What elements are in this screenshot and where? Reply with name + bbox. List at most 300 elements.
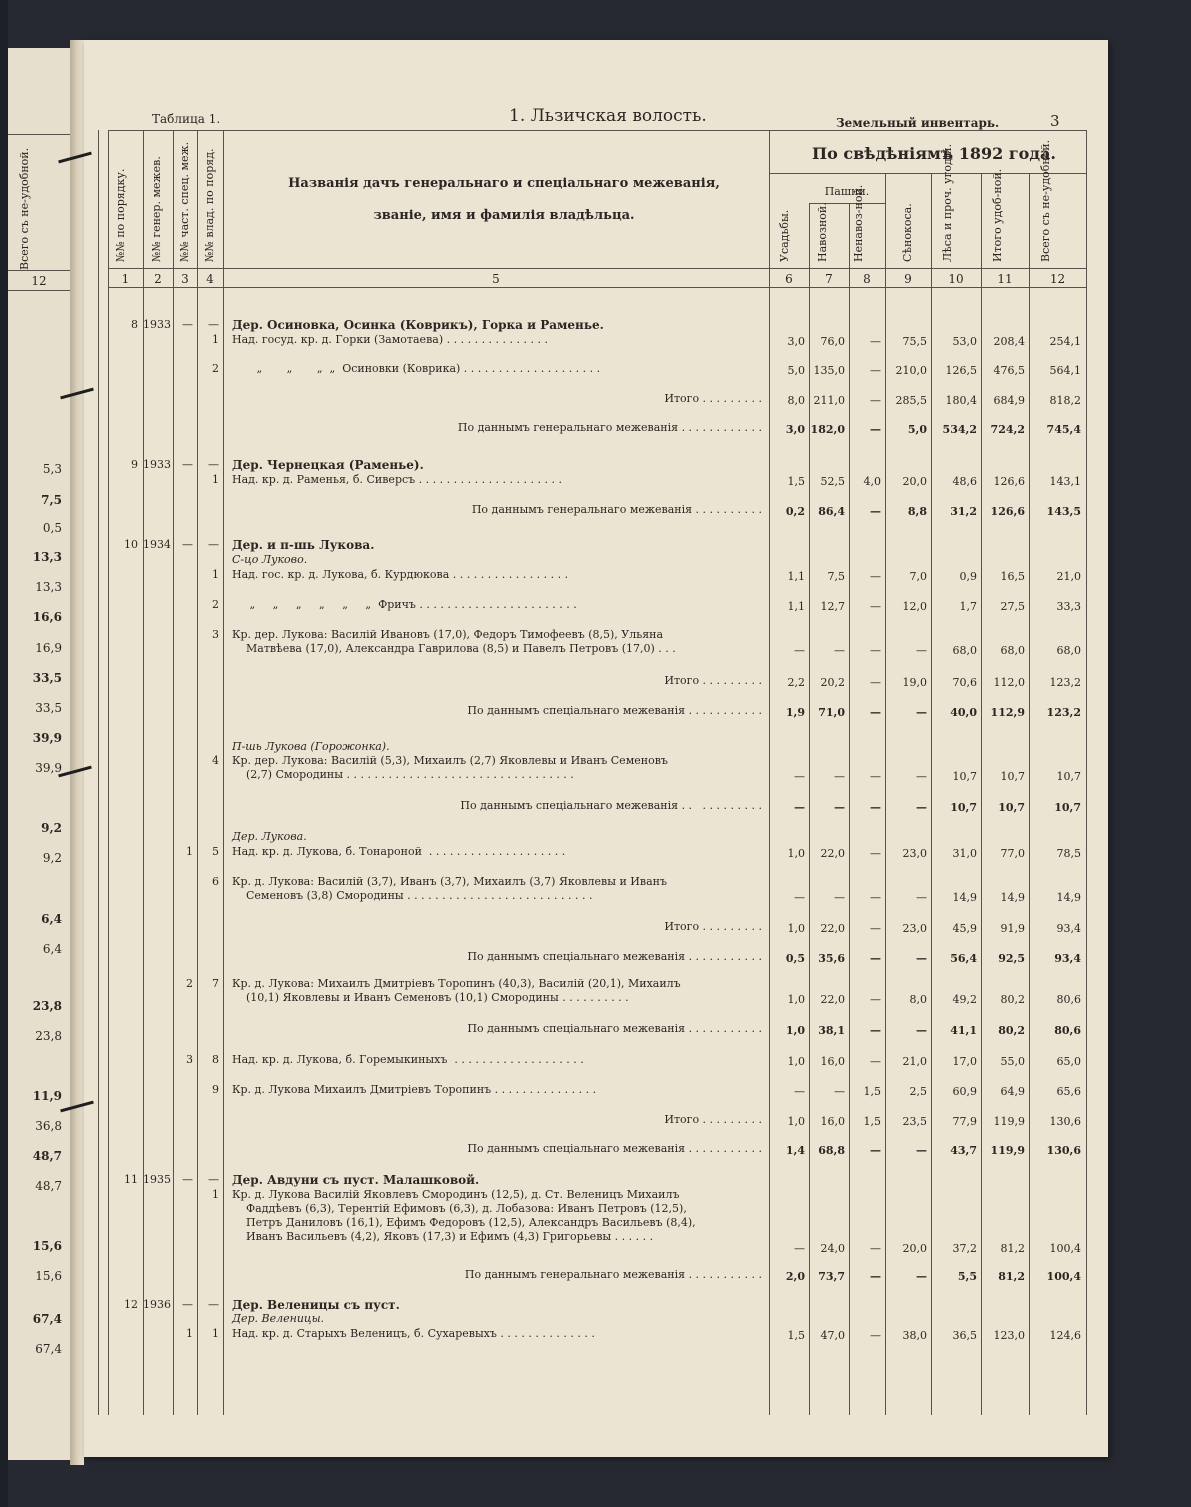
value-cell: — [916, 891, 927, 904]
value-cell: — [870, 922, 881, 935]
value-cell: 70,6 [952, 676, 977, 689]
value-cell: — [916, 644, 927, 657]
index-c4: — [208, 318, 219, 331]
value-cell: 91,9 [1000, 922, 1025, 935]
left-value: 39,9 [32, 731, 62, 745]
value-cell: 31,2 [950, 505, 977, 518]
value-cell: 38,0 [902, 1329, 927, 1342]
value-cell: — [870, 570, 881, 583]
value-cell: 22,0 [820, 847, 845, 860]
row-description: Итого . . . . . . . . . [664, 1113, 762, 1126]
value-cell: — [794, 770, 805, 783]
value-cell: 19,0 [902, 676, 927, 689]
value-cell: 78,5 [1056, 847, 1081, 860]
value-cell: 23,0 [902, 847, 927, 860]
value-cell: — [916, 1024, 927, 1037]
value-cell: 1,4 [785, 1144, 805, 1157]
col-header-8: Ненавоз-ной. [852, 184, 865, 262]
row-description: Кр. д. Лукова Василій Яковлевъ Смородинъ (12,5), д. Ст. Веленицъ Михаилъ Фаддѣевъ (6,3), Терентій Ефимовъ (6,3), д. Лобазова: Иванъ Петровъ (12,5), Петръ Даниловъ (16,1), Ефимъ Федоровъ (12,5), Александръ Васильевъ (8,4), Иванъ Васильевъ (4,2), Яковъ (17,3) и Ефимъ (4,3) Григорьевы . . . . . . [232, 1188, 696, 1243]
index-c4: — [208, 1173, 219, 1186]
value-cell: 31,0 [952, 847, 977, 860]
index-c1: 11 [124, 1173, 138, 1186]
value-cell: 1,0 [787, 1115, 805, 1128]
col-number: 1 [121, 272, 130, 286]
value-cell: 12,0 [902, 600, 927, 613]
left-value: 48,7 [35, 1179, 62, 1193]
index-c2: 1935 [143, 1173, 171, 1186]
value-cell: 22,0 [820, 993, 845, 1006]
left-value: 5,3 [42, 462, 62, 476]
value-cell: 254,1 [1049, 335, 1081, 348]
value-cell: 38,1 [818, 1024, 845, 1037]
value-cell: — [870, 1270, 881, 1283]
col-header-2: №№ генер. межев. [150, 156, 163, 262]
value-cell: 43,7 [950, 1144, 977, 1157]
value-cell: 1,0 [785, 1024, 805, 1037]
col-number: 5 [492, 272, 500, 286]
value-cell: — [916, 801, 927, 814]
value-cell: 71,0 [818, 706, 845, 719]
value-cell: 14,9 [952, 891, 977, 904]
value-cell: — [870, 706, 881, 719]
value-cell: 60,9 [952, 1085, 977, 1098]
left-value: 36,8 [35, 1119, 62, 1133]
value-cell: 14,9 [1000, 891, 1025, 904]
row-description: Дер. Осиновка, Осинка (Коврикъ), Горка и Раменье. [232, 318, 604, 332]
value-cell: 564,1 [1049, 364, 1081, 377]
value-cell: 1,0 [787, 1055, 805, 1068]
value-cell: 36,5 [952, 1329, 977, 1342]
row-description: По даннымъ спеціальнаго межеванія . . . . . . . . . . . [467, 950, 762, 963]
value-cell: 65,0 [1056, 1055, 1081, 1068]
row-description: „ „ „ „ Осиновки (Коврика) . . . . . . . . . . . . . . . . . . . . [232, 362, 601, 375]
value-cell: 47,0 [820, 1329, 845, 1342]
value-cell: 23,0 [902, 922, 927, 935]
value-cell: 68,8 [818, 1144, 845, 1157]
value-cell: 112,0 [993, 676, 1025, 689]
value-cell: 1,0 [787, 922, 805, 935]
index-c3: — [182, 1173, 193, 1186]
row-description: Кр. д. Лукова: Михаилъ Дмитріевъ Торопинъ (40,3), Василій (20,1), Михаилъ (10,1) Яковлевы и Иванъ Семеновъ (10,1) Смородины . . . . . . . . . . [232, 977, 681, 1004]
left-value: 48,7 [32, 1149, 62, 1163]
col-number: 3 [181, 272, 189, 286]
row-description: По даннымъ спеціальнаго межеванія . . . . . . . . . . . [467, 1142, 762, 1155]
value-cell: — [916, 770, 927, 783]
index-c4: 5 [212, 845, 219, 858]
value-cell: — [870, 644, 881, 657]
row-description: Дер. Веленицы. [232, 1312, 325, 1325]
left-value: 9,2 [42, 851, 62, 865]
left-value: 67,4 [35, 1342, 62, 1356]
index-c3: 1 [186, 1327, 193, 1340]
value-cell: — [916, 1144, 927, 1157]
row-description: По даннымъ спеціальнаго межеванія . . . . . . . . . . . [467, 1022, 762, 1035]
value-cell: 1,1 [787, 570, 805, 583]
value-cell: 41,1 [950, 1024, 977, 1037]
index-c3: — [182, 1298, 193, 1311]
row-description: По даннымъ спеціальнаго межеванія . . . . . . . . . . . [467, 704, 762, 717]
value-cell: 143,5 [1046, 505, 1081, 518]
value-cell: 130,6 [1046, 1144, 1081, 1157]
col-header-9: Сѣнокоса. [901, 203, 914, 262]
index-c2: 1933 [143, 458, 171, 471]
value-cell: — [870, 335, 881, 348]
value-cell: 81,2 [998, 1270, 1025, 1283]
col-number: 11 [997, 272, 1013, 286]
value-cell: 81,2 [1000, 1242, 1025, 1255]
row-description: Над. гос. кр. д. Лукова, б. Курдюкова . . . . . . . . . . . . . . . . . [232, 568, 569, 581]
value-cell: — [870, 770, 881, 783]
value-cell: 1,5 [863, 1115, 881, 1128]
value-cell: 10,7 [998, 801, 1025, 814]
page-number: 3 [1050, 112, 1060, 130]
value-cell: 56,4 [950, 952, 977, 965]
value-cell: — [916, 1270, 927, 1283]
names-header: Названія дачъ генеральнаго и спеціальнаго межеванія, званіе, имя и фамилія владѣльца. [288, 176, 720, 223]
value-cell: 80,2 [998, 1024, 1025, 1037]
left-value: 11,9 [32, 1089, 62, 1103]
index-c4: 3 [212, 628, 219, 641]
value-cell: 745,4 [1046, 423, 1081, 436]
row-description: Дер. Чернецкая (Раменье). [232, 458, 424, 472]
value-cell: — [870, 801, 881, 814]
value-cell: 53,0 [952, 335, 977, 348]
value-cell: — [870, 952, 881, 965]
col-header-12: Всего съ не-удобной. [1039, 139, 1052, 262]
value-cell: 77,0 [1000, 847, 1025, 860]
col-header-10: Лѣса и проч. угодій. [941, 143, 954, 262]
left-value: 15,6 [35, 1269, 62, 1283]
value-cell: 724,2 [990, 423, 1025, 436]
row-description: Кр. дер. Лукова: Василій (5,3), Михаилъ (2,7) Яковлевы и Иванъ Семеновъ (2,7) Смородины . . . . . . . . . . . . . . . . . . . . . . . . . . . . . . . . . [232, 754, 668, 781]
value-cell: 17,0 [952, 1055, 977, 1068]
value-cell: 10,7 [950, 801, 977, 814]
value-cell: — [870, 505, 881, 518]
value-cell: 180,4 [945, 394, 977, 407]
index-c1: 8 [131, 318, 138, 331]
value-cell: 86,4 [818, 505, 845, 518]
value-cell: — [870, 364, 881, 377]
col-number: 7 [825, 272, 833, 286]
value-cell: — [870, 1242, 881, 1255]
left-value: 33,5 [35, 701, 62, 715]
index-c4: — [208, 538, 219, 551]
left-value: 39,9 [35, 761, 62, 775]
value-cell: 8,0 [909, 993, 927, 1006]
value-cell: 21,0 [902, 1055, 927, 1068]
value-cell: 65,6 [1056, 1085, 1081, 1098]
value-cell: 40,0 [950, 706, 977, 719]
index-c4: 2 [212, 598, 219, 611]
row-description: Дер. Веленицы съ пуст. [232, 1298, 400, 1312]
value-cell: 1,0 [787, 847, 805, 860]
value-cell: 5,0 [907, 423, 927, 436]
left-value: 16,6 [32, 610, 62, 624]
index-c4: 1 [212, 1327, 219, 1340]
col-number: 8 [863, 272, 871, 286]
row-description: По даннымъ генеральнаго межеванія . . . . . . . . . . . [464, 1268, 762, 1281]
col-header-4: №№ влад. по поряд. [203, 148, 216, 262]
index-c3: — [182, 318, 193, 331]
value-cell: — [870, 993, 881, 1006]
row-description: Дер. Авдуни съ пуст. Малашковой. [232, 1173, 480, 1187]
value-cell: 2,5 [909, 1085, 927, 1098]
value-cell: 76,0 [820, 335, 845, 348]
value-cell: — [794, 891, 805, 904]
value-cell: 14,9 [1056, 891, 1081, 904]
col-header-6: Усадьбы. [778, 209, 791, 262]
value-cell: 7,5 [827, 570, 845, 583]
value-cell: 123,2 [1046, 706, 1081, 719]
index-c2: 1936 [143, 1298, 171, 1311]
value-cell: 93,4 [1056, 922, 1081, 935]
col-number: 2 [154, 272, 162, 286]
value-cell: 208,4 [993, 335, 1025, 348]
index-c3: 2 [186, 977, 193, 990]
value-cell: 2,0 [785, 1270, 805, 1283]
value-cell: 2,2 [787, 676, 805, 689]
row-description: „ „ „ „ „ „ Фричъ . . . . . . . . . . . . . . . . . . . . . . . [232, 598, 577, 611]
value-cell: 0,9 [959, 570, 977, 583]
left-col-number: 12 [31, 274, 47, 288]
value-cell: — [916, 952, 927, 965]
value-cell: — [834, 1085, 845, 1098]
value-cell: — [834, 801, 845, 814]
row-description: Кр. дер. Лукова: Василій Ивановъ (17,0), Федоръ Тимофеевъ (8,5), Ульяна Матвѣева (17,0), Александра Гаврилова (8,5) и Павелъ Петровъ (17,0) . . . [232, 628, 676, 655]
index-c1: 10 [124, 538, 138, 551]
value-cell: 4,0 [863, 475, 881, 488]
left-page-header [18, 147, 58, 274]
index-c3: — [182, 538, 193, 551]
row-description: Итого . . . . . . . . . [664, 920, 762, 933]
value-cell: — [870, 1144, 881, 1157]
left-value: 6,4 [41, 912, 62, 926]
value-cell: — [870, 423, 881, 436]
value-cell: 0,2 [785, 505, 805, 518]
book-gutter [70, 40, 84, 1465]
value-cell: 12,7 [820, 600, 845, 613]
index-c4: 2 [212, 362, 219, 375]
row-description: Дер. Лукова. [232, 830, 307, 843]
col-number: 12 [1049, 272, 1066, 286]
value-cell: 1,7 [959, 600, 977, 613]
value-cell: 10,7 [1000, 770, 1025, 783]
value-cell: 10,7 [1054, 801, 1081, 814]
value-cell: 135,0 [813, 364, 845, 377]
value-cell: 112,9 [990, 706, 1025, 719]
index-c4: 4 [212, 754, 219, 767]
value-cell: 1,9 [785, 706, 805, 719]
row-description: С-цо Луково. [232, 553, 308, 566]
left-value: 15,6 [32, 1239, 62, 1253]
value-cell: 64,9 [1000, 1085, 1025, 1098]
col-number: 10 [948, 272, 964, 286]
value-cell: — [794, 801, 805, 814]
value-cell: 126,6 [993, 475, 1025, 488]
value-cell: 49,2 [952, 993, 977, 1006]
value-cell: 119,9 [993, 1115, 1025, 1128]
col-header-11: Итого удоб-ной. [991, 168, 1004, 262]
value-cell: 75,5 [902, 335, 927, 348]
table-label: Таблица 1. [152, 112, 221, 126]
value-cell: 80,6 [1056, 993, 1081, 1006]
value-cell: 10,7 [1056, 770, 1081, 783]
index-c3: 1 [186, 845, 193, 858]
value-cell: 126,6 [990, 505, 1025, 518]
index-c1: 12 [124, 1298, 138, 1311]
value-cell: 534,2 [942, 423, 977, 436]
left-header-text: Всего съ не-удобной. [18, 147, 31, 270]
index-c2: 1933 [143, 318, 171, 331]
row-description: Кр. д. Лукова Михаилъ Дмитріевъ Торопинъ . . . . . . . . . . . . . . . [232, 1083, 597, 1096]
value-cell: — [870, 847, 881, 860]
value-cell: 24,0 [820, 1242, 845, 1255]
value-cell: 20,0 [902, 1242, 927, 1255]
value-cell: 22,0 [820, 922, 845, 935]
left-value: 0,5 [42, 521, 62, 535]
value-cell: 143,1 [1049, 475, 1081, 488]
value-cell: 123,2 [1049, 676, 1081, 689]
value-cell: 16,0 [820, 1115, 845, 1128]
col-number: 4 [206, 272, 214, 286]
index-c4: 8 [212, 1053, 219, 1066]
left-value: 33,5 [32, 671, 62, 685]
value-cell: 1,5 [863, 1085, 881, 1098]
value-cell: 80,6 [1054, 1024, 1081, 1037]
value-cell: 123,0 [993, 1329, 1025, 1342]
value-cell: 210,0 [895, 364, 927, 377]
row-description: Над. госуд. кр. д. Горки (Замотаева) . . . . . . . . . . . . . . . [232, 333, 549, 346]
index-c4: 1 [212, 333, 219, 346]
value-cell: 33,3 [1056, 600, 1081, 613]
col-number: 9 [904, 272, 912, 286]
index-c1: 9 [131, 458, 138, 471]
value-cell: 684,9 [993, 394, 1025, 407]
value-cell: 77,9 [952, 1115, 977, 1128]
value-cell: 16,0 [820, 1055, 845, 1068]
index-c4: 1 [212, 1188, 219, 1201]
value-cell: 35,6 [818, 952, 845, 965]
value-cell: 1,5 [787, 475, 805, 488]
value-cell: 119,9 [990, 1144, 1025, 1157]
row-description: Над. кр. д. Лукова, б. Горемыкиныхъ . . . . . . . . . . . . . . . . . . . [232, 1053, 584, 1066]
row-description: Над. кр. д. Старыхъ Веленицъ, б. Сухаревыхъ . . . . . . . . . . . . . . [232, 1327, 595, 1340]
left-value: 13,3 [35, 580, 62, 594]
value-cell: 23,5 [902, 1115, 927, 1128]
row-description: Над. кр. д. Раменья, б. Сиверсъ . . . . . . . . . . . . . . . . . . . . . [232, 473, 562, 486]
value-cell: 7,0 [909, 570, 927, 583]
value-cell: 68,0 [1056, 644, 1081, 657]
col-header-7: Навозной. [816, 202, 829, 262]
value-cell: — [794, 644, 805, 657]
row-description: Дер. и п-шь Лукова. [232, 538, 375, 552]
value-cell: 285,5 [895, 394, 927, 407]
index-c4: 1 [212, 568, 219, 581]
value-cell: 100,4 [1046, 1270, 1081, 1283]
value-cell: 818,2 [1049, 394, 1081, 407]
value-cell: — [834, 770, 845, 783]
left-value: 67,4 [32, 1312, 62, 1326]
value-cell: — [870, 1055, 881, 1068]
value-cell: 73,7 [818, 1270, 845, 1283]
value-cell: 37,2 [952, 1242, 977, 1255]
value-cell: 8,0 [787, 394, 805, 407]
index-c2: 1934 [143, 538, 171, 551]
index-c4: 1 [212, 473, 219, 486]
value-cell: 21,0 [1056, 570, 1081, 583]
value-cell: 8,8 [907, 505, 927, 518]
value-cell: 3,0 [787, 335, 805, 348]
value-cell: — [834, 644, 845, 657]
value-cell: 124,6 [1049, 1329, 1081, 1342]
left-value: 7,5 [41, 493, 62, 507]
row-description: По даннымъ генеральнаго межеванія . . . . . . . . . . . . [457, 421, 762, 434]
value-cell: 45,9 [952, 922, 977, 935]
value-cell: 80,2 [1000, 993, 1025, 1006]
index-c4: — [208, 458, 219, 471]
index-c3: — [182, 458, 193, 471]
value-cell: 52,5 [820, 475, 845, 488]
value-cell: 130,6 [1049, 1115, 1081, 1128]
value-cell: 55,0 [1000, 1055, 1025, 1068]
value-cell: 1,1 [787, 600, 805, 613]
row-description: По даннымъ генеральнаго межеванія . . . . . . . . . . [471, 503, 762, 516]
page-title: 1. Льзичская волость. [509, 106, 707, 126]
value-cell: 16,5 [1000, 570, 1025, 583]
value-cell: — [870, 1024, 881, 1037]
value-cell: 27,5 [1000, 600, 1025, 613]
value-cell: 5,5 [957, 1270, 977, 1283]
value-cell: 68,0 [1000, 644, 1025, 657]
row-description: Итого . . . . . . . . . [664, 392, 762, 405]
value-cell: — [794, 1242, 805, 1255]
value-cell: 68,0 [952, 644, 977, 657]
col-header-1: №№ по порядку. [114, 168, 127, 262]
value-cell: 211,0 [813, 394, 845, 407]
value-cell: — [794, 1085, 805, 1098]
value-cell: — [870, 1329, 881, 1342]
index-c3: 3 [186, 1053, 193, 1066]
value-cell: 48,6 [952, 475, 977, 488]
pashni-header: Пашни. [824, 185, 870, 198]
value-cell: 20,2 [820, 676, 845, 689]
value-cell: — [916, 706, 927, 719]
index-c4: 6 [212, 875, 219, 888]
section-label: Земельный инвентарь. [836, 116, 1000, 130]
value-cell: 1,5 [787, 1329, 805, 1342]
value-cell: 0,5 [785, 952, 805, 965]
document-page [84, 40, 1108, 1457]
value-cell: — [870, 600, 881, 613]
value-cell: 92,5 [998, 952, 1025, 965]
left-value: 13,3 [32, 550, 62, 564]
col-number: 6 [785, 272, 793, 286]
left-value: 6,4 [42, 942, 62, 956]
left-page [8, 48, 70, 1460]
value-cell: — [834, 891, 845, 904]
value-cell: 10,7 [952, 770, 977, 783]
value-cell: 93,4 [1054, 952, 1081, 965]
index-c4: — [208, 1298, 219, 1311]
left-value: 9,2 [41, 821, 62, 835]
value-cell: 100,4 [1049, 1242, 1081, 1255]
left-value: 23,8 [32, 999, 62, 1013]
value-cell: 126,5 [945, 364, 977, 377]
book-binding [0, 0, 8, 1507]
value-cell: — [870, 394, 881, 407]
row-description: П-шь Лукова (Горожонка). [232, 740, 390, 753]
left-value: 16,9 [35, 641, 62, 655]
